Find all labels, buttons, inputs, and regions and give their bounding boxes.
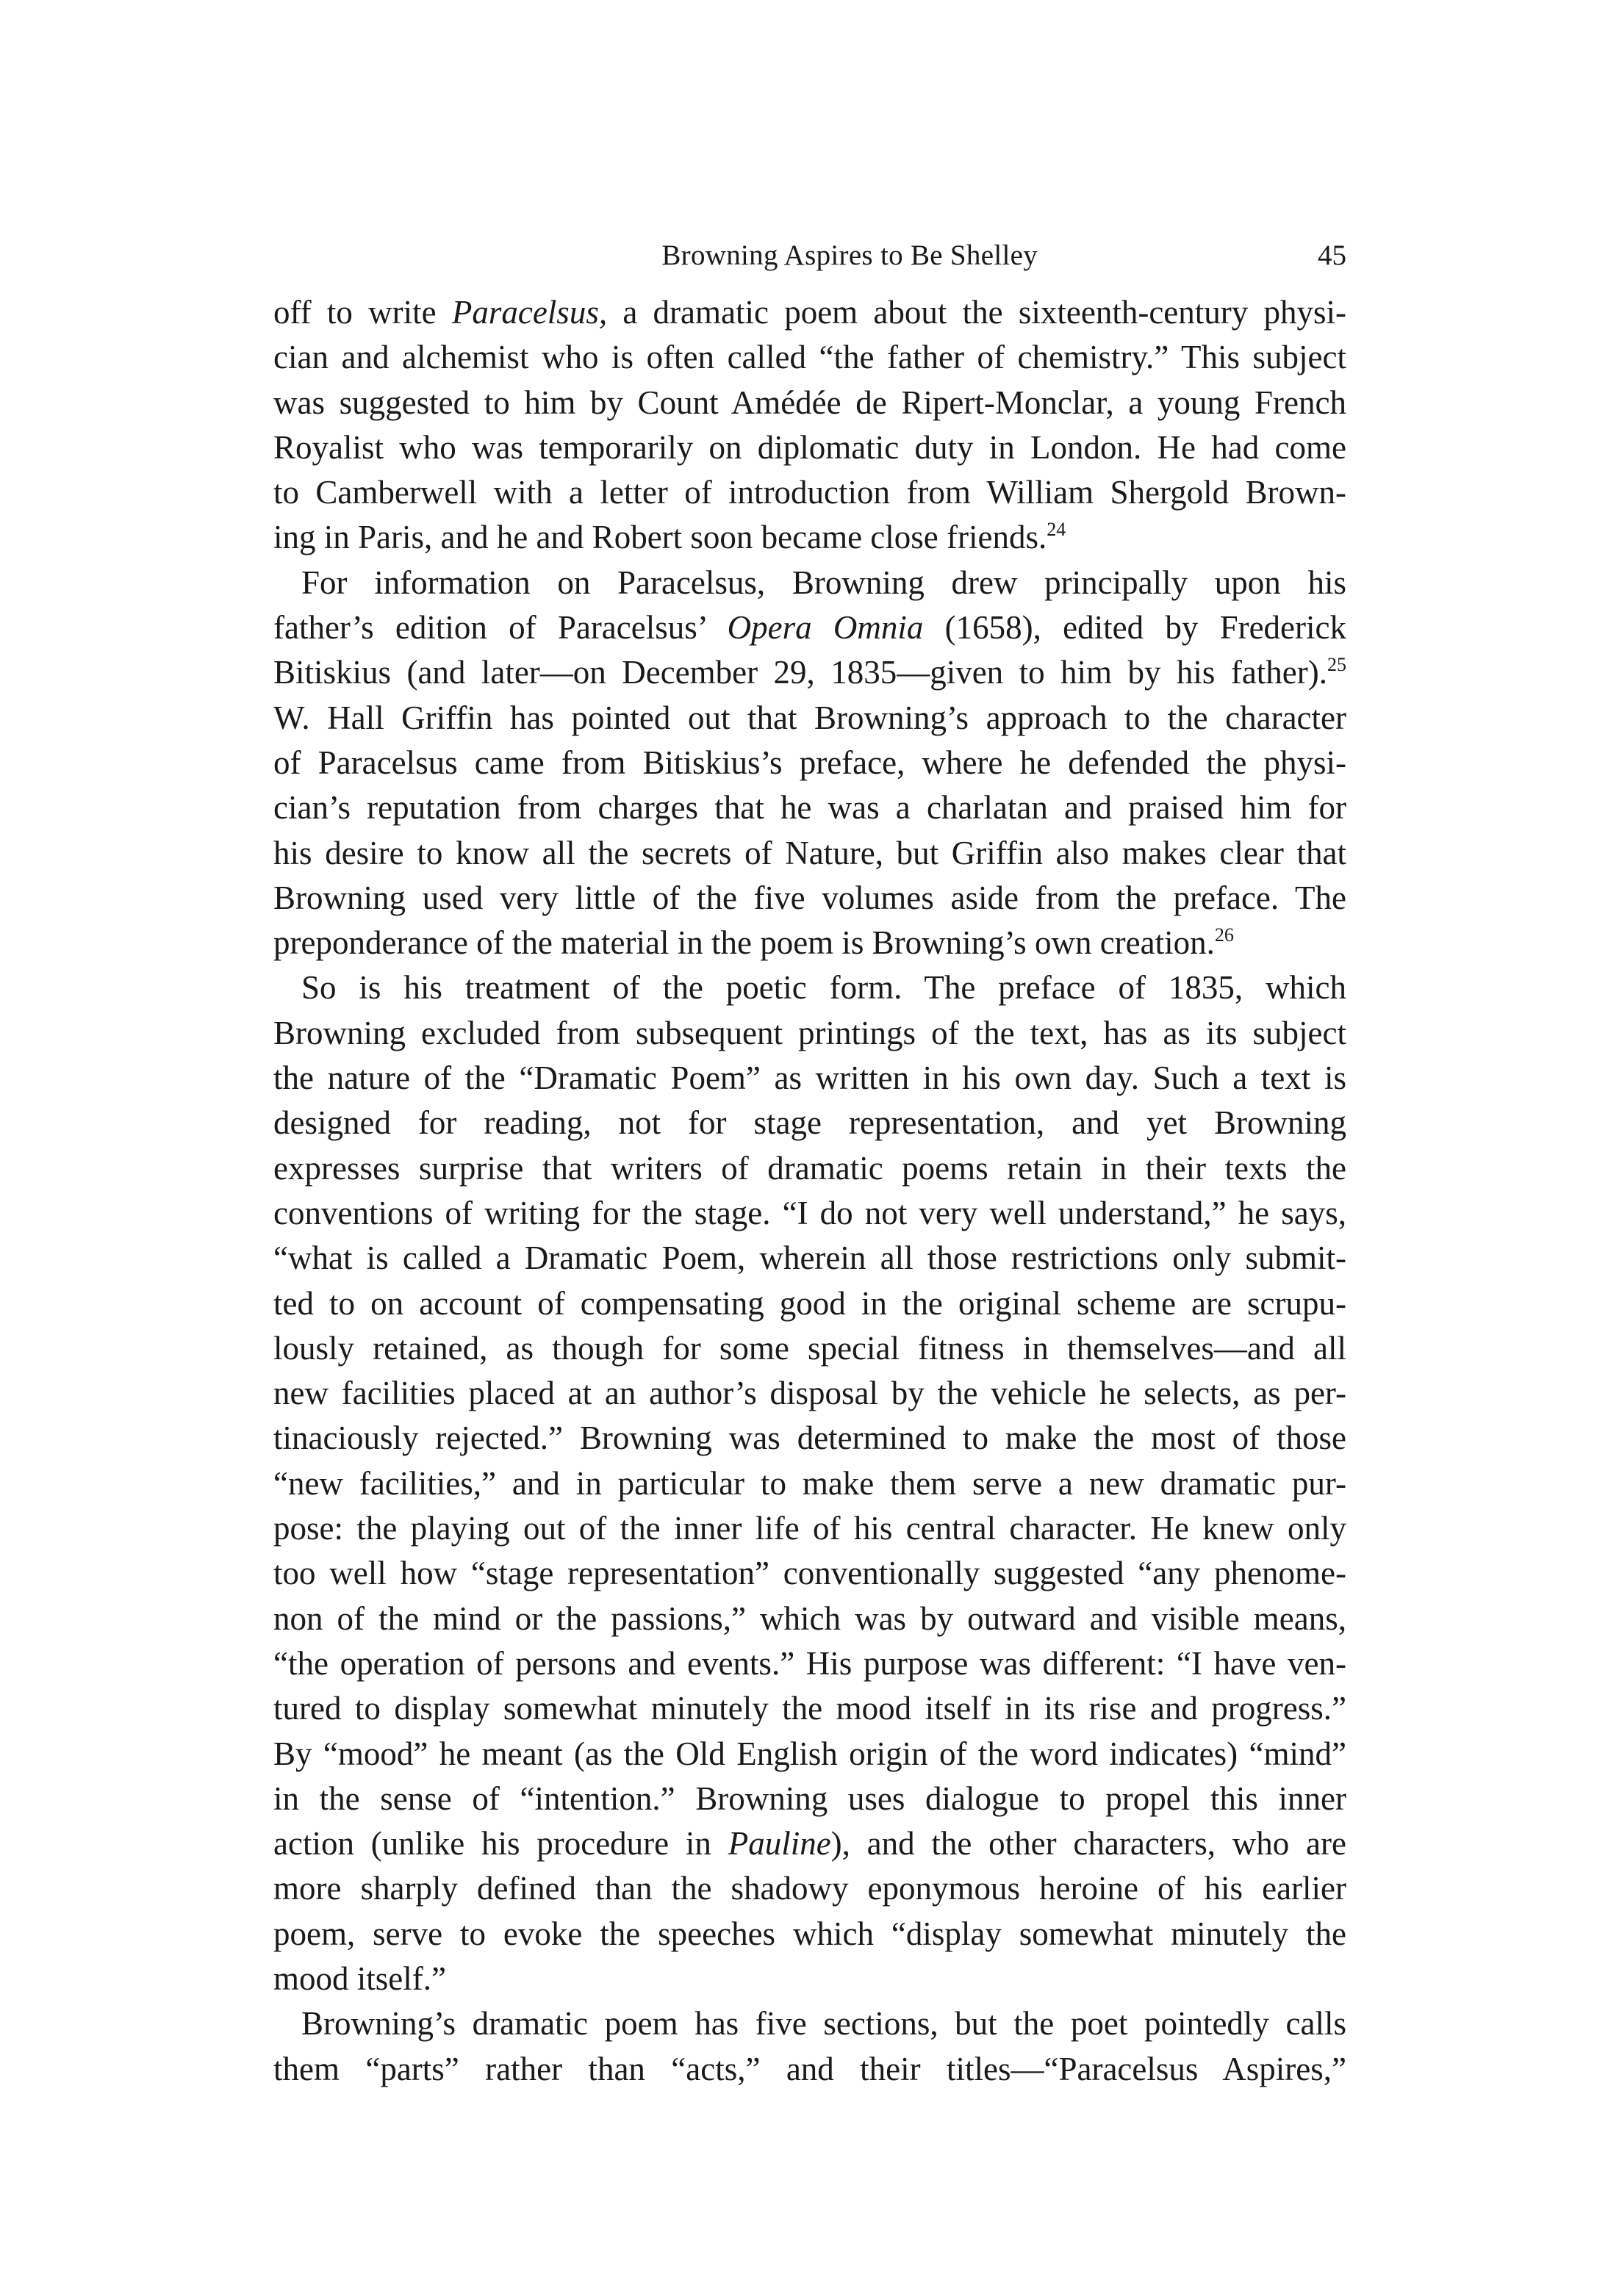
- text-run: in the sense of “intention.” Browning uses dialogue to propel this inner: [273, 1779, 1346, 1817]
- text-line: [273, 741, 1346, 785]
- text-line: [273, 561, 1346, 605]
- text-run: “the operation of persons and events.” His purpose was different: “I have ven-: [273, 1644, 1346, 1682]
- paragraph: [273, 2001, 1346, 2092]
- text-line: [273, 1371, 1346, 1416]
- text-line: [273, 1732, 1346, 1777]
- text-line: [273, 1641, 1346, 1686]
- text-line: [273, 696, 1346, 741]
- text-line: [273, 425, 1346, 470]
- footnote-marker: 26: [1214, 924, 1234, 946]
- text-run: non of the mind or the passions,” which was by outward and visible means,: [273, 1599, 1346, 1637]
- body-text: [273, 290, 1346, 2092]
- text-line: [273, 470, 1346, 515]
- paragraph: [273, 965, 1346, 2001]
- text-run: more sharply defined than the shadowy eponymous heroine of his earlier: [273, 1870, 1346, 1907]
- text-line: [273, 1551, 1346, 1596]
- text-line: [273, 1866, 1346, 1911]
- text-run: too well how “stage representation” conventionally suggested “any phenome-: [273, 1555, 1346, 1592]
- text-run: Browning used very little of the five volumes aside from the preface. The: [273, 879, 1346, 916]
- text-run: cian and alchemist who is often called “the father of chemistry.” This subject: [273, 339, 1346, 376]
- text-line: [273, 335, 1346, 380]
- text-run: Bitiskius (and later—on December 29, 1835—given to him by his father).: [273, 654, 1327, 691]
- text-line: [273, 1416, 1346, 1461]
- page-number: 45: [1318, 240, 1346, 271]
- text-line: [273, 1326, 1346, 1371]
- paragraph: [273, 290, 1346, 561]
- text-run: father’s edition of Paracelsus’: [273, 609, 728, 647]
- text-line: [273, 1777, 1346, 1821]
- text-line: [273, 876, 1346, 921]
- text-line: [273, 1957, 1346, 2001]
- text-run: of Paracelsus came from Bitiskius’s preface, where he defended the physi-: [273, 744, 1346, 781]
- text-line: [273, 1506, 1346, 1551]
- text-run: W. Hall Griffin has pointed out that Browning’s approach to the character: [273, 699, 1346, 736]
- text-line: [273, 1011, 1346, 1056]
- running-head: [273, 234, 1346, 278]
- text-line: [273, 2001, 1346, 2046]
- italic-title: Pauline: [728, 1825, 831, 1863]
- text-run: his desire to know all the secrets of Nature, but Griffin also makes clear that: [273, 834, 1346, 871]
- text-line: [273, 785, 1346, 830]
- text-run: conventions of writing for the stage. “I do not very well understand,” he says,: [273, 1194, 1346, 1231]
- text-line: [273, 1461, 1346, 1506]
- text-line: [273, 1191, 1346, 1236]
- text-line: [273, 381, 1346, 425]
- text-line: [273, 1101, 1346, 1145]
- text-run: to Camberwell with a letter of introduction from William Shergold Brown-: [273, 474, 1346, 511]
- text-run: (1658), edited by Frederick: [923, 609, 1346, 647]
- text-line: [273, 1686, 1346, 1731]
- text-run: Royalist who was temporarily on diplomatic duty in London. He had come: [273, 428, 1346, 466]
- text-run: For information on Paracelsus, Browning drew principally upon his: [301, 564, 1346, 601]
- text-line: [273, 921, 1346, 965]
- text-run: So is his treatment of the poetic form. The preface of 1835, which: [301, 969, 1346, 1007]
- text-run: designed for reading, not for stage representation, and yet Browning: [273, 1104, 1346, 1142]
- text-run: “new facilities,” and in particular to make them serve a new dramatic pur-: [273, 1464, 1346, 1502]
- text-line: [273, 1821, 1346, 1866]
- text-run: lously retained, as though for some special fitness in themselves—and all: [273, 1329, 1346, 1367]
- text-run: action (unlike his procedure in: [273, 1825, 728, 1863]
- text-line: [273, 515, 1346, 560]
- text-run: ted to on account of compensating good in the original scheme are scrupu-: [273, 1284, 1346, 1322]
- text-run: mood itself.”: [273, 1959, 446, 1997]
- text-line: [273, 1597, 1346, 1641]
- text-run: a dramatic poem about the sixteenth-century physi-: [607, 294, 1346, 331]
- text-line: [273, 831, 1346, 876]
- text-line: [273, 2047, 1346, 2092]
- text-run: Browning’s dramatic poem has five sections, but the poet pointedly calls: [301, 2005, 1346, 2043]
- text-line: [273, 1056, 1346, 1101]
- text-line: [273, 1236, 1346, 1281]
- paragraph: [273, 561, 1346, 966]
- text-line: [273, 1912, 1346, 1957]
- text-line: [273, 1281, 1346, 1326]
- text-run: pose: the playing out of the inner life of his central character. He knew only: [273, 1510, 1346, 1547]
- text-run: expresses surprise that writers of dramatic poems retain in their texts the: [273, 1149, 1346, 1187]
- text-run: preponderance of the material in the poem is Browning’s own creation.: [273, 924, 1215, 962]
- text-run: By “mood” he meant (as the Old English origin of the word indicates) “mind”: [273, 1735, 1346, 1772]
- text-run: cian’s reputation from charges that he was a charlatan and praised him for: [273, 789, 1346, 827]
- text-line: [273, 965, 1346, 1010]
- text-run: ing in Paris, and he and Robert soon became close friends.: [273, 519, 1047, 556]
- text-line: [273, 1146, 1346, 1191]
- footnote-marker: 25: [1327, 654, 1346, 676]
- text-run: “what is called a Dramatic Poem, wherein all those restrictions only submit-: [273, 1239, 1346, 1277]
- italic-title: Paracelsus,: [451, 294, 608, 331]
- text-run: new facilities placed at an author’s disposal by the vehicle he selects, as per-: [273, 1375, 1346, 1412]
- text-run: was suggested to him by Count Amédée de Ripert-Monclar, a young French: [273, 384, 1346, 421]
- text-run: them “parts” rather than “acts,” and their titles—“Paracelsus Aspires,”: [273, 2050, 1346, 2087]
- text-run: ), and the other characters, who are: [830, 1825, 1346, 1863]
- text-line: [273, 605, 1346, 650]
- text-run: poem, serve to evoke the speeches which “display somewhat minutely the: [273, 1915, 1346, 1952]
- text-run: tinaciously rejected.” Browning was determined to make the most of those: [273, 1419, 1346, 1457]
- text-run: tured to display somewhat minutely the mood itself in its rise and progress.”: [273, 1690, 1346, 1727]
- text-line: [273, 290, 1346, 335]
- text-line: [273, 650, 1346, 695]
- italic-title: Opera Omnia: [727, 609, 924, 647]
- running-title: Browning Aspires to Be Shelley: [661, 240, 1038, 271]
- text-run: Browning excluded from subsequent printings of the text, has as its subject: [273, 1014, 1346, 1051]
- text-run: off to write: [273, 294, 452, 331]
- footnote-marker: 24: [1047, 519, 1066, 541]
- text-run: the nature of the “Dramatic Poem” as written in his own day. Such a text is: [273, 1059, 1346, 1097]
